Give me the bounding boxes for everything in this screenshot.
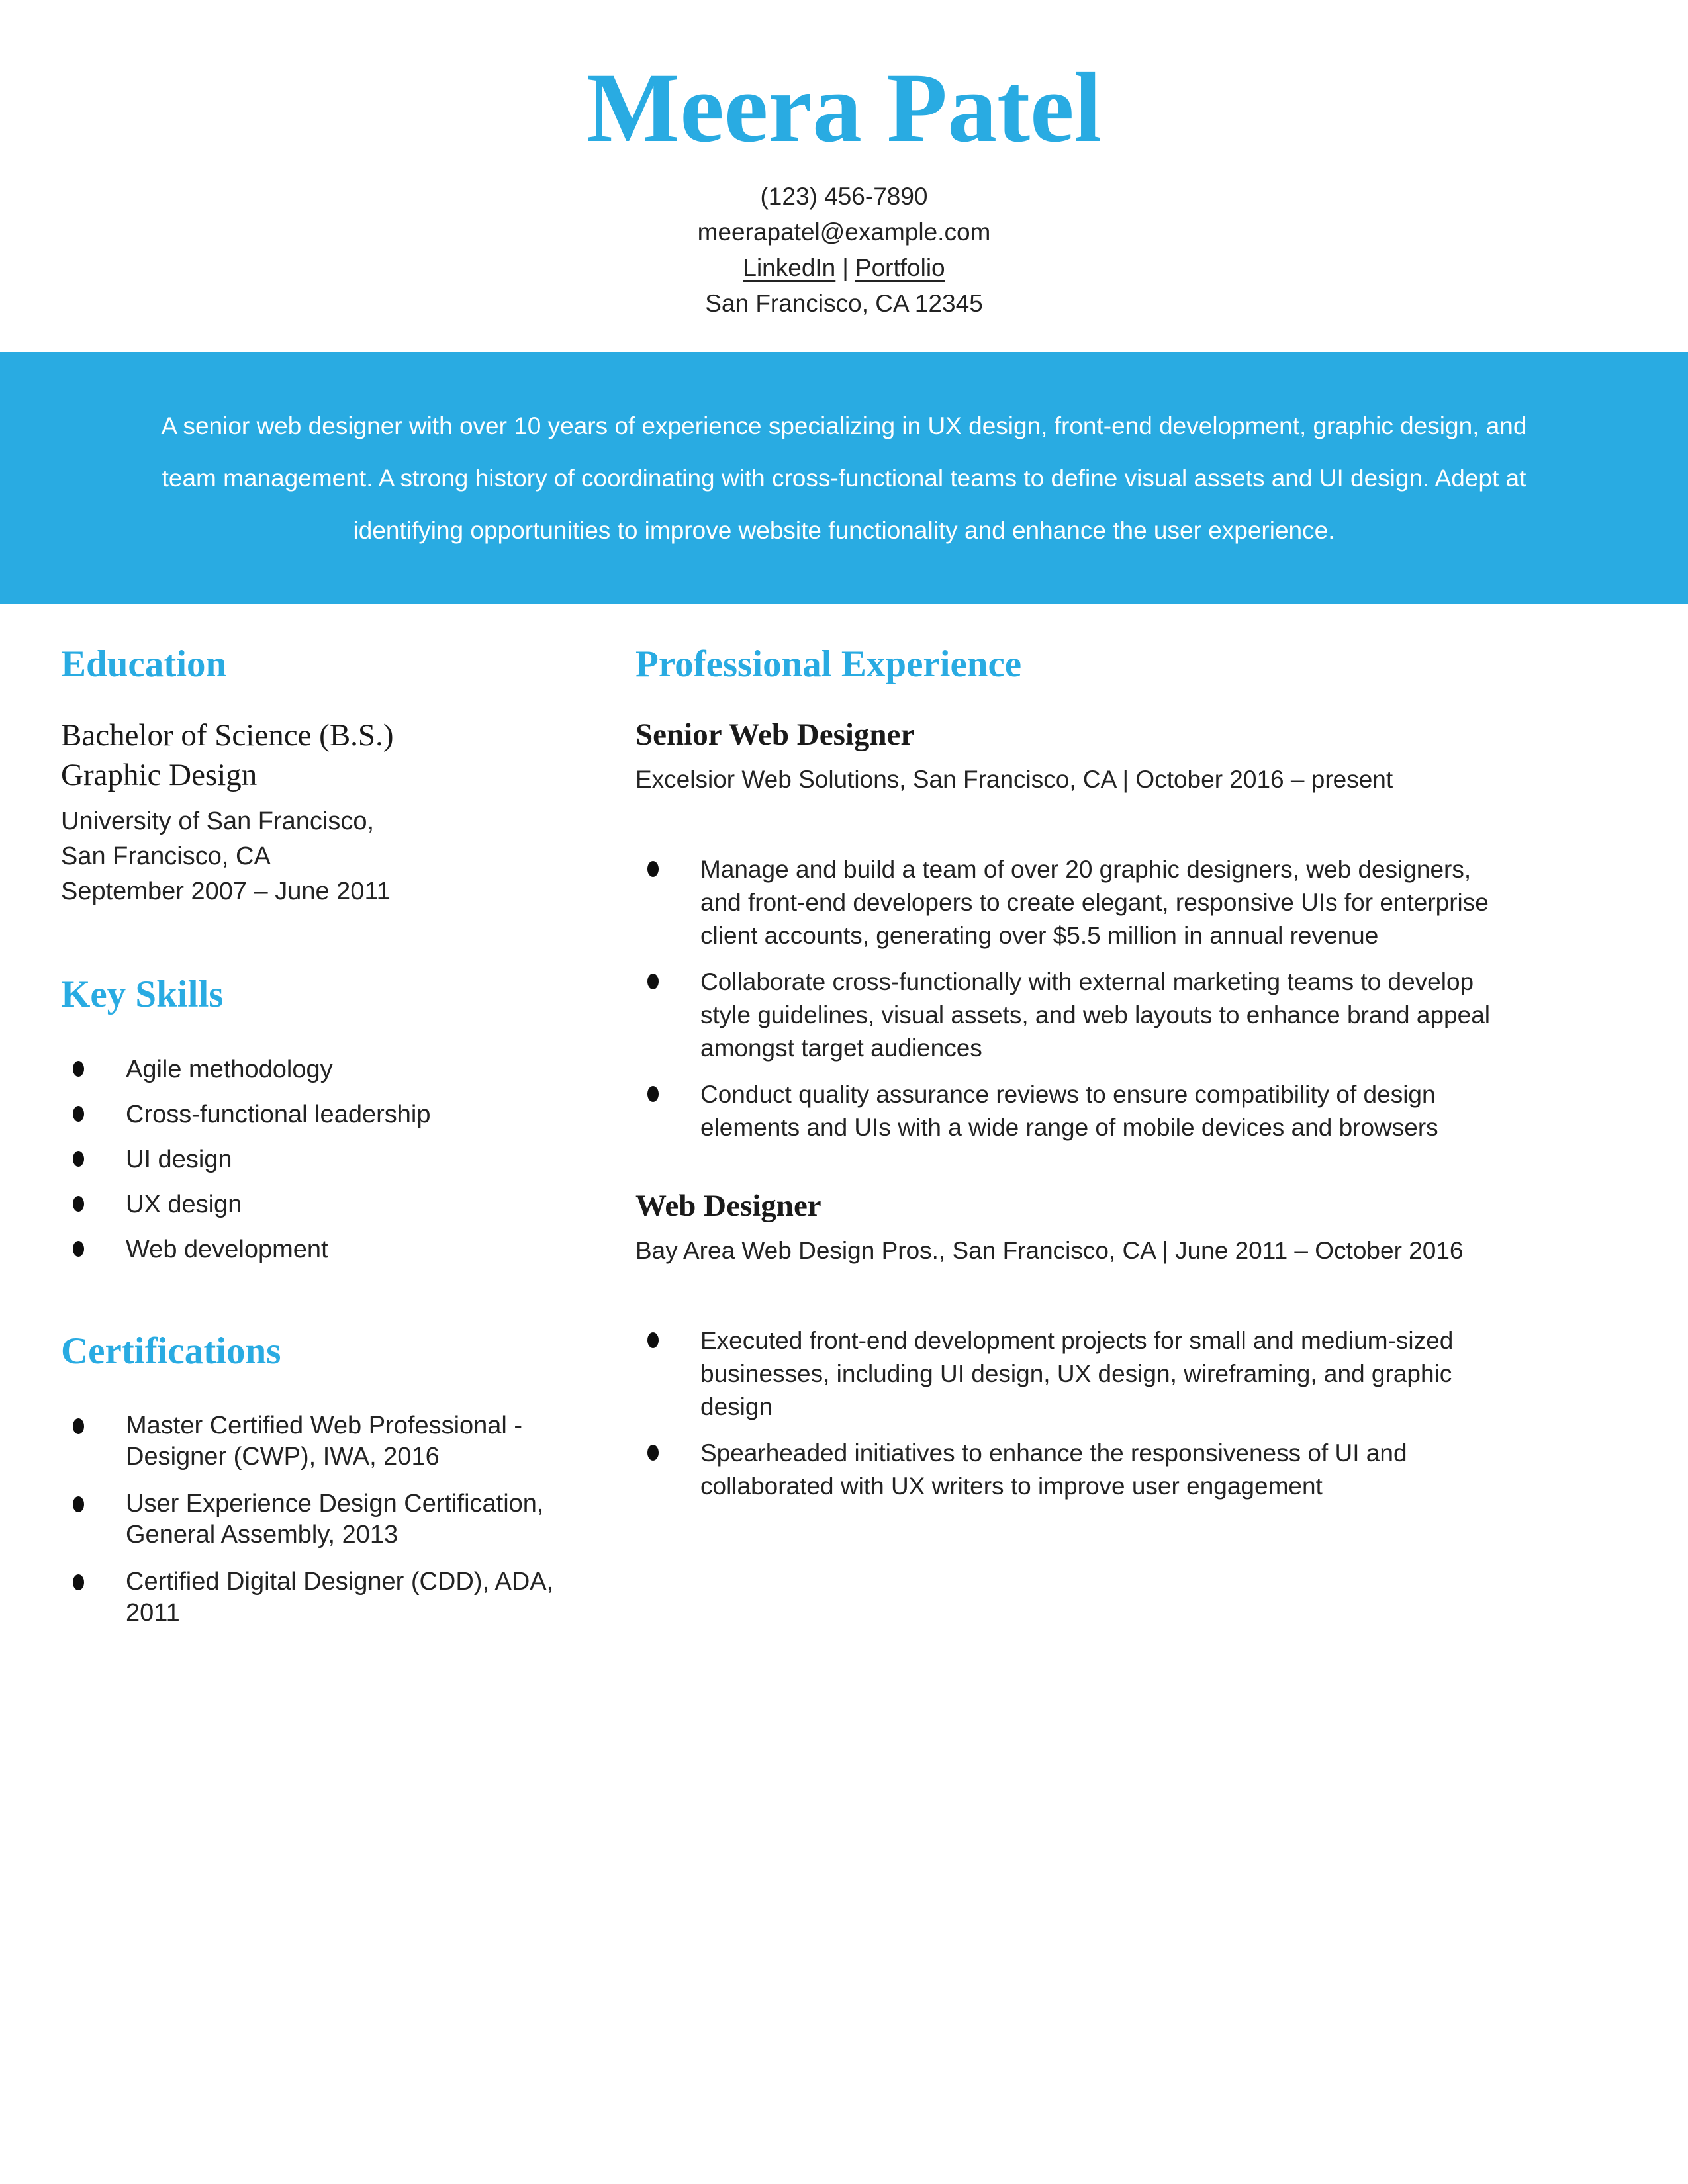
degree-block [61,715,577,795]
right-column [635,643,1496,1516]
summary-banner [0,352,1688,604]
contact-links [0,250,1688,286]
portfolio-link[interactable]: Portfolio [855,254,945,281]
contact-block [0,179,1688,322]
skill-item: Cross-functional leadership [61,1098,577,1131]
job-bullet: Manage and build a team of over 20 graphic designers, web designers, and front-end developers to create elegant, responsive UIs for enterprise client accounts, generating over $5.5 million in annual revenue [635,853,1496,952]
contact-email: meerapatel@example.com [697,218,991,246]
education-meta [61,804,577,909]
certification-item: Master Certified Web Professional - Designer (CWP), IWA, 2016 [61,1410,577,1473]
job-meta: Excelsior Web Solutions, San Francisco, CA | October 2016 – present [635,765,1393,793]
certification-item: User Experience Design Certification, General Assembly, 2013 [61,1488,577,1551]
degree-field: Graphic Design [61,757,258,792]
contact-location: San Francisco, CA 12345 [705,290,983,317]
job-bullet: Conduct quality assurance reviews to ensure compatibility of design elements and UIs with a wide range of mobile devices and browsers [635,1078,1496,1144]
resume-header [0,0,1688,322]
education-dates: September 2007 – June 2011 [61,877,391,905]
certification-item: Certified Digital Designer (CDD), ADA, 2011 [61,1567,577,1629]
contact-phone: (123) 456-7890 [760,183,928,210]
job-bullet-list [635,853,1496,1144]
certifications-list [61,1410,577,1629]
job-entry [635,715,1496,1144]
school-name: University of San Francisco, [61,807,375,835]
key-skills-list [61,1053,577,1266]
skill-item: UX design [61,1188,577,1221]
resume-body [61,643,1688,1645]
linkedin-link[interactable]: LinkedIn [743,254,836,281]
job-meta: Bay Area Web Design Pros., San Francisco, CA | June 2011 – October 2016 [635,1236,1464,1264]
school-location: San Francisco, CA [61,842,271,870]
job-title: Senior Web Designer [635,717,915,752]
education-heading: Education [61,643,227,685]
skill-item: Agile methodology [61,1053,577,1086]
key-skills-heading: Key Skills [61,973,224,1015]
links-separator: | [842,254,849,281]
education-section [61,643,577,909]
job-bullet: Collaborate cross-functionally with external marketing teams to develop style guidelines, visual assets, and web layouts to enhance brand appeal amongst target audiences [635,966,1496,1065]
skill-item: UI design [61,1143,577,1176]
key-skills-section [61,973,577,1267]
job-bullet-list [635,1324,1496,1503]
degree-name: Bachelor of Science (B.S.) [61,717,394,752]
summary-text: A senior web designer with over 10 years of experience specializing in UX design, front-end development, graphic design, and team management. A strong history of coordinating with cross-functional teams to define visual assets and UI design. Adept at identifying opportunities to improve website functionality and enhance the user experience. [161,412,1527,544]
job-entry [635,1187,1496,1503]
certifications-heading: Certifications [61,1330,281,1373]
job-bullet: Spearheaded initiatives to enhance the responsiveness of UI and collaborated with UX writers to improve user engagement [635,1437,1496,1503]
certifications-section [61,1330,577,1629]
job-bullet: Executed front-end development projects for small and medium-sized businesses, including UI design, UX design, wireframing, and graphic design [635,1324,1496,1424]
resume-name: Meera Patel [586,53,1102,163]
skill-item: Web development [61,1233,577,1266]
job-title: Web Designer [635,1188,821,1223]
left-column [61,643,577,1645]
experience-heading: Professional Experience [635,643,1022,685]
